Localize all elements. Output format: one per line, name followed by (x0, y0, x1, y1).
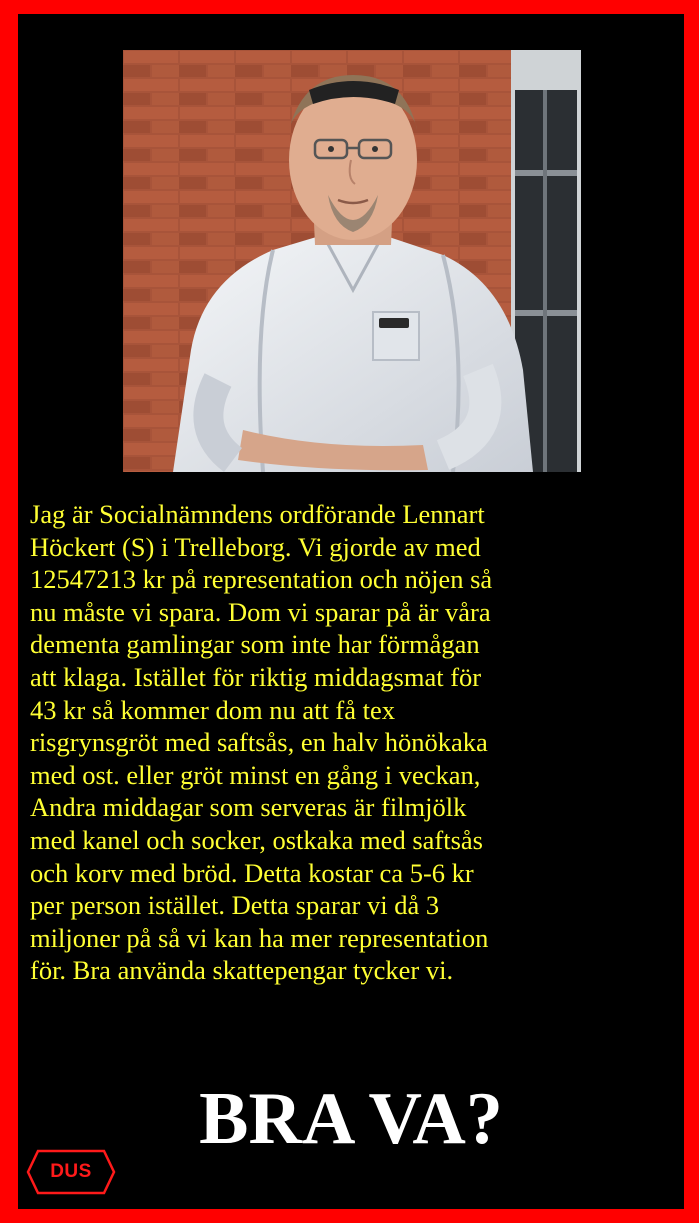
quote-line: att klaga. Istället för riktig middagsmat för (30, 661, 482, 692)
headline: BRA VA? (199, 1078, 503, 1160)
quote-line: per person istället. Detta sparar vi då 3 (30, 890, 440, 921)
portrait-illustration (123, 50, 581, 472)
quote-line: Jag är Socialnämndens ordförande Lennart (30, 499, 485, 529)
quote-line: Andra middagar som serveras är filmjölk (30, 792, 467, 823)
quote-line: Höckert (S) i Trelleborg. Vi gjorde av med (30, 531, 481, 562)
quote-line: och korv med bröd. Detta kostar ca 5-6 kr (30, 857, 474, 888)
quote-line: miljoner på så vi kan ha mer representation (30, 922, 489, 953)
dus-logo (26, 1149, 116, 1195)
quote-line: risgrynsgröt med saftsås, en halv hönökaka (30, 727, 488, 758)
quote-line: med kanel och socker, ostkaka med saftsås (30, 824, 483, 855)
portrait-photo (123, 50, 581, 472)
quote-line: 43 kr så kommer dom nu att få tex (30, 694, 396, 725)
quote-text (30, 498, 678, 987)
quote-line: dementa gamlingar som inte har förmågan (30, 629, 480, 660)
quote-line: nu måste vi spara. Dom vi sparar på är våra (30, 596, 491, 627)
quote-line: för. Bra använda skattepengar tycker vi. (30, 955, 454, 986)
poster-frame (18, 14, 684, 1209)
quote-line: med ost. eller gröt minst en gång i veckan, (30, 759, 481, 790)
logo-text: DUS (50, 1161, 92, 1182)
quote-line: 12547213 kr på representation och nöjen så (30, 564, 493, 595)
